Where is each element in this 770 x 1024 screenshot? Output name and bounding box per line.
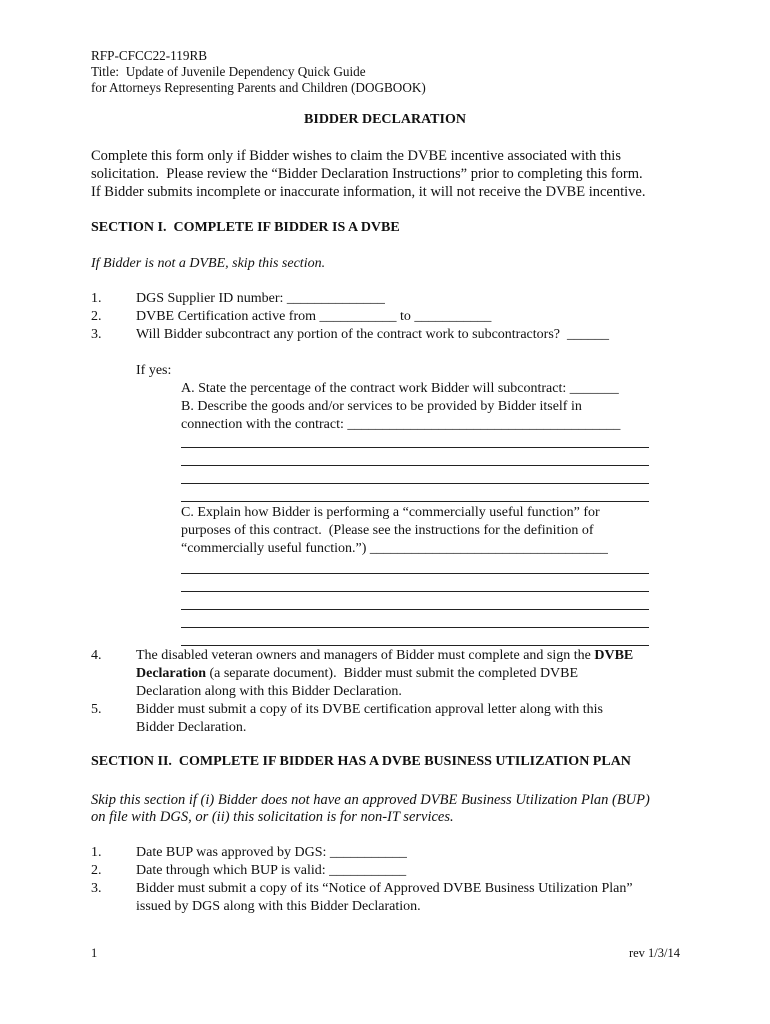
section2-skip-note-line2: on file with DGS, or (ii) this solicitation is for non-IT services. [91,809,454,825]
subcontract-question-field[interactable]: Will Bidder subcontract any portion of the contract work to subcontractors? ______ [136,327,609,342]
answer-line[interactable] [181,645,649,646]
goods-services-field[interactable]: connection with the contract: _______________________________________ [181,417,621,432]
document-title: BIDDER DECLARATION [304,112,466,127]
header-title-line2: for Attorneys Representing Parents and Children (DOGBOOK) [91,80,426,95]
commercially-useful-label-line1: C. Explain how Bidder is performing a “commercially useful function” for [181,505,600,520]
section1-skip-note: If Bidder is not a DVBE, skip this section. [91,256,326,271]
item4-line2: Declaration (a separate document). Bidder must submit the completed DVBE [136,666,579,681]
bup-approval-date-field[interactable]: Date BUP was approved by DGS: ___________ [136,845,407,860]
commercially-useful-field[interactable]: “commercially useful function.”) __________________________________ [181,541,608,556]
answer-line[interactable] [181,573,649,574]
if-yes-label: If yes: [136,363,172,378]
answer-line[interactable] [181,447,649,448]
intro-line3: If Bidder submits incomplete or inaccurate information, it will not receive the DVBE incentive. [91,184,646,200]
goods-services-label: B. Describe the goods and/or services to be provided by Bidder itself in [181,399,582,414]
page-number: 1 [91,946,98,960]
header-title-line1: Title: Update of Juvenile Dependency Quick Guide [91,64,366,79]
answer-line[interactable] [181,465,649,466]
item4-line3: Declaration along with this Bidder Declaration. [136,684,402,699]
item5-line2: Bidder Declaration. [136,720,247,735]
intro-line2: solicitation. Please review the “Bidder Declaration Instructions” prior to completing this form. [91,166,643,182]
section2-heading: SECTION II. COMPLETE IF BIDDER HAS A DVBE BUSINESS UTILIZATION PLAN [91,754,631,769]
section1-item3-number: 3. [91,327,102,342]
answer-line[interactable] [181,483,649,484]
subcontract-percentage-field[interactable]: A. State the percentage of the contract work Bidder will subcontract: _______ [181,381,619,396]
rfp-number: RFP-CFCC22-119RB [91,48,208,63]
answer-line[interactable] [181,627,649,628]
section2-item3-line2: issued by DGS along with this Bidder Declaration. [136,899,421,914]
revision-label: rev 1/3/14 [628,946,680,960]
answer-line[interactable] [181,609,649,610]
section1-item5-number: 5. [91,702,102,717]
section2-skip-note-line1: Skip this section if (i) Bidder does not have an approved DVBE Business Utilization Plan (BUP) [91,792,650,808]
section2-item2-number: 2. [91,863,102,878]
item5-line1: Bidder must submit a copy of its DVBE certification approval letter along with this [136,702,603,717]
bup-valid-through-field[interactable]: Date through which BUP is valid: ___________ [136,863,407,878]
section1-item1-number: 1. [91,291,102,306]
commercially-useful-label-line2: purposes of this contract. (Please see the instructions for the definition of [181,523,594,538]
dgs-supplier-id-field[interactable]: DGS Supplier ID number: ______________ [136,291,385,306]
intro-line1: Complete this form only if Bidder wishes to claim the DVBE incentive associated with this [91,148,621,164]
section1-item4-number: 4. [91,648,102,663]
section2-item3-line1: Bidder must submit a copy of its “Notice of Approved DVBE Business Utilization Plan” [136,881,633,896]
section2-item1-number: 1. [91,845,102,860]
dvbe-certification-dates-field[interactable]: DVBE Certification active from ___________ to ___________ [136,309,492,324]
section2-item3-number: 3. [91,881,102,896]
section1-item2-number: 2. [91,309,102,324]
item4-line1: The disabled veteran owners and managers of Bidder must complete and sign the DVBE [136,648,634,663]
section1-heading: SECTION I. COMPLETE IF BIDDER IS A DVBE [91,220,400,235]
answer-line[interactable] [181,591,649,592]
answer-line[interactable] [181,501,649,502]
